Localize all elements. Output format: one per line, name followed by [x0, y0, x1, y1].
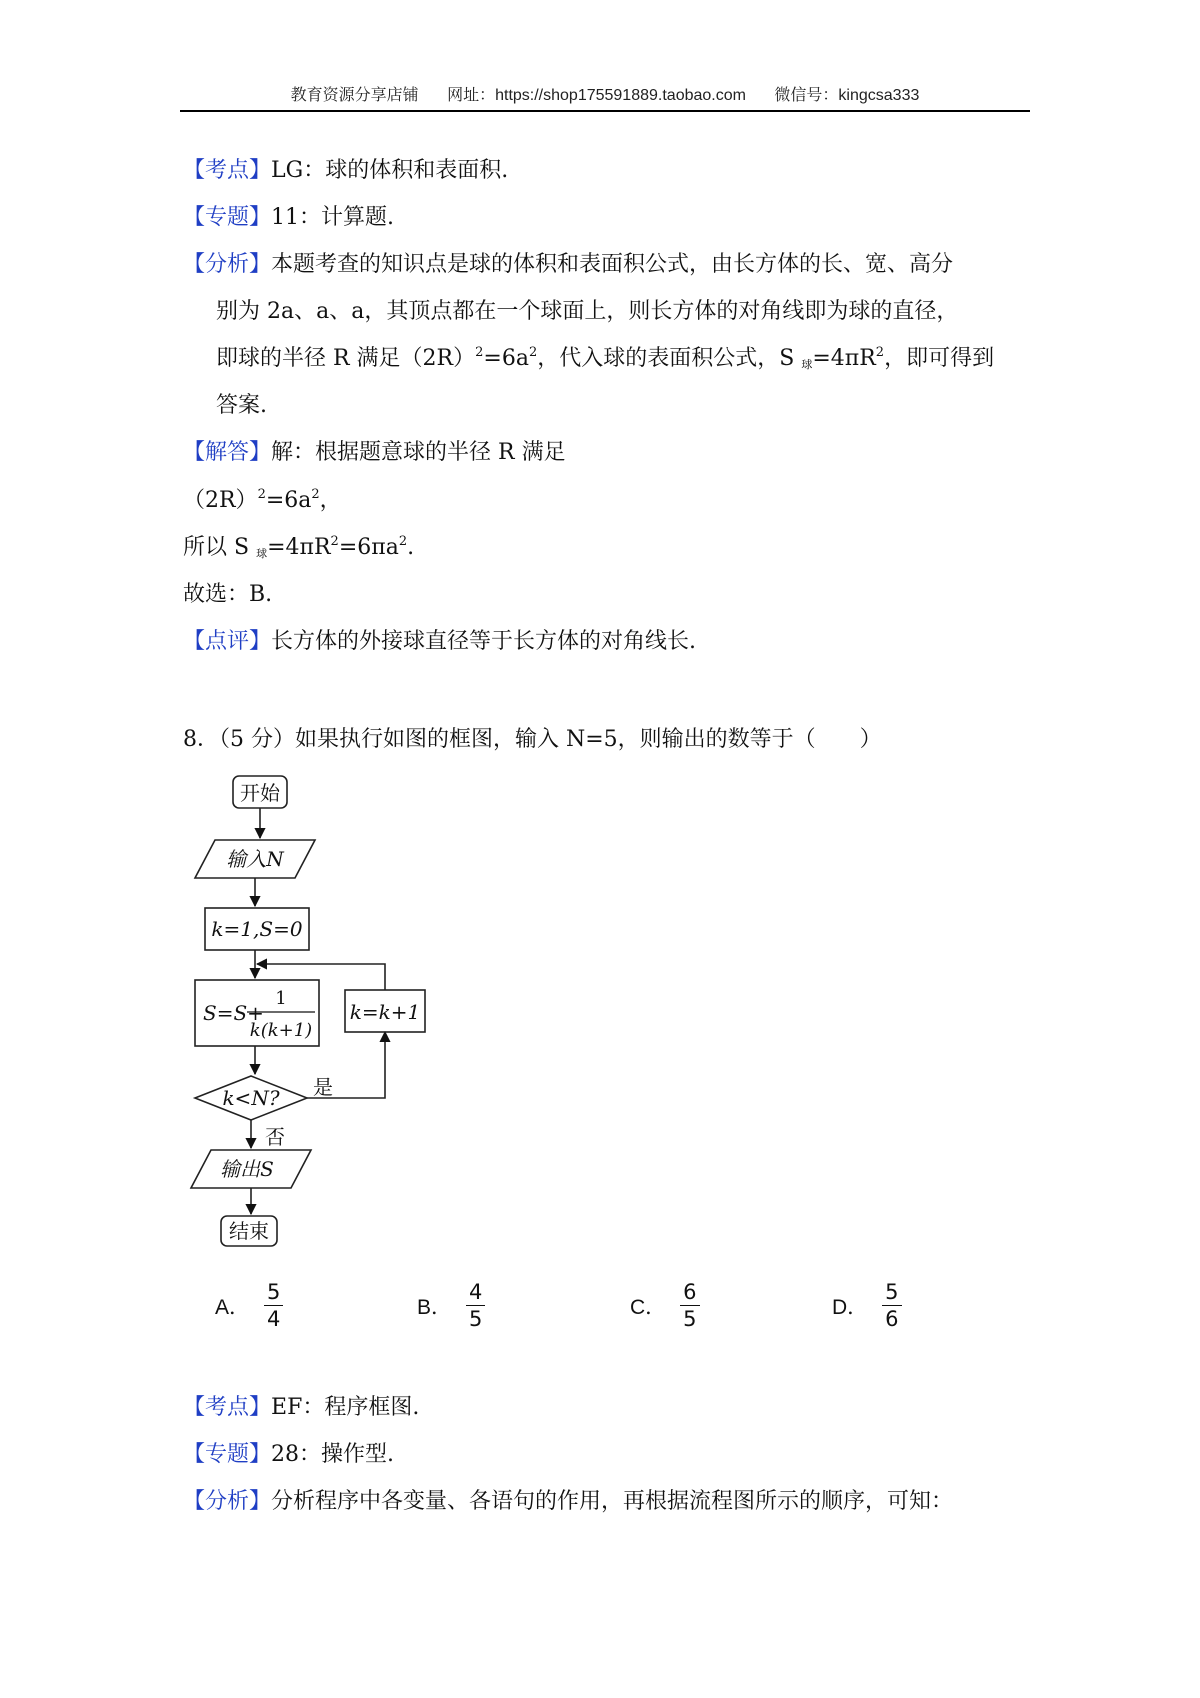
jieda-l2-b: =6a [265, 488, 312, 513]
fenxi-l3-b: =6a [483, 346, 529, 371]
jieda-l3-b: =4πR [267, 535, 331, 560]
fenxi-l3-c: ，代入球的表面积公式，S [537, 346, 802, 371]
q7-kaodian [183, 156, 508, 186]
q7-zhuanti [183, 203, 394, 233]
jieda-l3-d: . [407, 535, 415, 560]
flow-output-label: 输出S [220, 1157, 274, 1181]
choice-b-label: B． [417, 1295, 453, 1319]
flow-assign-num: 1 [275, 988, 287, 1009]
denominator: 5 [469, 1307, 483, 1331]
choice-d-label: D． [832, 1295, 869, 1319]
subscript-ball: 球 [256, 547, 268, 560]
denominator: 4 [267, 1307, 281, 1331]
fenxi-l3-a: 即球的半径 R 满足（2R） [216, 346, 476, 371]
fenxi-tag: 【分析】 [183, 252, 272, 277]
fenxi-text: 分析程序中各变量、各语句的作用，再根据流程图所示的顺序，可知： [271, 1489, 954, 1514]
header-rule [180, 110, 1030, 112]
q7-guxuan: 故选：B. [183, 582, 273, 607]
flow-condition-label: k<N? [222, 1086, 280, 1110]
superscript-2: 2 [475, 345, 484, 360]
q7-jieda-line-2 [183, 486, 342, 516]
kaodian-text: LG：球的体积和表面积. [271, 158, 509, 183]
header-wechat: 微信号：kingcsa333 [774, 87, 920, 104]
choice-c-label: C． [630, 1295, 667, 1319]
q7-fenxi-line-2: 别为 2a、a、a，其顶点都在一个球面上，则长方体的对角线即为球的直径， [216, 299, 959, 324]
flow-assign-den: k(k+1) [249, 1020, 313, 1041]
q7-fenxi [183, 250, 953, 280]
choice-b[interactable] [417, 1280, 485, 1331]
flow-increment-label: k=k+1 [349, 1000, 421, 1024]
jieda-l2-a: （2R） [183, 488, 258, 513]
zhuanti-tag: 【专题】 [183, 205, 272, 230]
jieda-tag: 【解答】 [183, 440, 272, 465]
dianping-tag: 【点评】 [183, 629, 272, 654]
jieda-l3-c: =6πa [338, 535, 399, 560]
flow-start-label: 开始 [240, 781, 280, 805]
q7-jieda-line-3 [183, 533, 414, 563]
page-header [180, 82, 1030, 105]
q7-fenxi-line-3 [216, 344, 994, 374]
subscript-ball: 球 [801, 358, 813, 371]
numerator: 5 [264, 1280, 283, 1306]
fenxi-line-1: 本题考查的知识点是球的体积和表面积公式，由长方体的长、宽、高分 [271, 252, 954, 277]
choice-a-label: A． [215, 1295, 251, 1319]
kaodian-tag: 【考点】 [183, 1395, 272, 1420]
choice-c-fraction [680, 1280, 699, 1331]
kaodian-tag: 【考点】 [183, 158, 272, 183]
numerator: 6 [680, 1280, 699, 1306]
superscript-2: 2 [528, 345, 538, 360]
superscript-2: 2 [311, 487, 320, 502]
q8-kaodian [183, 1393, 419, 1423]
choice-a-fraction [264, 1280, 283, 1331]
q8-fenxi [183, 1487, 953, 1517]
flow-assign-lhs: S=S+ [203, 1001, 264, 1025]
zhuanti-text: 28：操作型. [271, 1442, 395, 1467]
zhuanti-tag: 【专题】 [183, 1442, 272, 1467]
choice-d[interactable] [832, 1280, 902, 1331]
choice-a[interactable] [215, 1280, 283, 1331]
flow-input-label: 输入N [226, 847, 284, 871]
jieda-l2-c: ， [319, 488, 342, 513]
q7-dianping [183, 627, 696, 657]
flow-init-label: k=1,S=0 [211, 917, 303, 941]
fenxi-tag: 【分析】 [183, 1489, 272, 1514]
superscript-2: 2 [330, 534, 339, 549]
header-url: 网址：https://shop175591889.taobao.com [447, 87, 746, 104]
denominator: 5 [683, 1307, 697, 1331]
jieda-text: 解：根据题意球的半径 R 满足 [271, 440, 566, 465]
numerator: 4 [466, 1280, 485, 1306]
choice-c[interactable] [630, 1280, 700, 1331]
dianping-text: 长方体的外接球直径等于长方体的对角线长. [271, 629, 697, 654]
q7-jieda [183, 438, 566, 468]
choice-b-fraction [466, 1280, 485, 1331]
superscript-2: 2 [257, 487, 266, 502]
flow-yes-label: 是 [313, 1075, 333, 1099]
fenxi-l3-e: ，即可得到 [884, 346, 995, 371]
superscript-2: 2 [875, 345, 885, 360]
flow-no-label: 否 [265, 1125, 285, 1149]
q8-stem: 8．（5 分）如果执行如图的框图，输入 N=5，则输出的数等于（ ） [183, 727, 882, 752]
flow-end-label: 结束 [229, 1219, 269, 1243]
numerator: 5 [882, 1280, 901, 1306]
flowchart [185, 768, 445, 1248]
kaodian-text: EF：程序框图. [271, 1395, 420, 1420]
choice-d-fraction [882, 1280, 901, 1331]
fenxi-l3-d: =4πR [812, 346, 876, 371]
superscript-2: 2 [398, 534, 408, 549]
q7-fenxi-line-4: 答案. [216, 393, 267, 418]
jieda-l3-a: 所以 S [183, 535, 257, 560]
denominator: 6 [885, 1307, 899, 1331]
zhuanti-text: 11：计算题. [271, 205, 395, 230]
q8-zhuanti [183, 1440, 394, 1470]
flow-loop-back-line [257, 964, 385, 990]
header-shop: 教育资源分享店铺 [290, 87, 419, 104]
